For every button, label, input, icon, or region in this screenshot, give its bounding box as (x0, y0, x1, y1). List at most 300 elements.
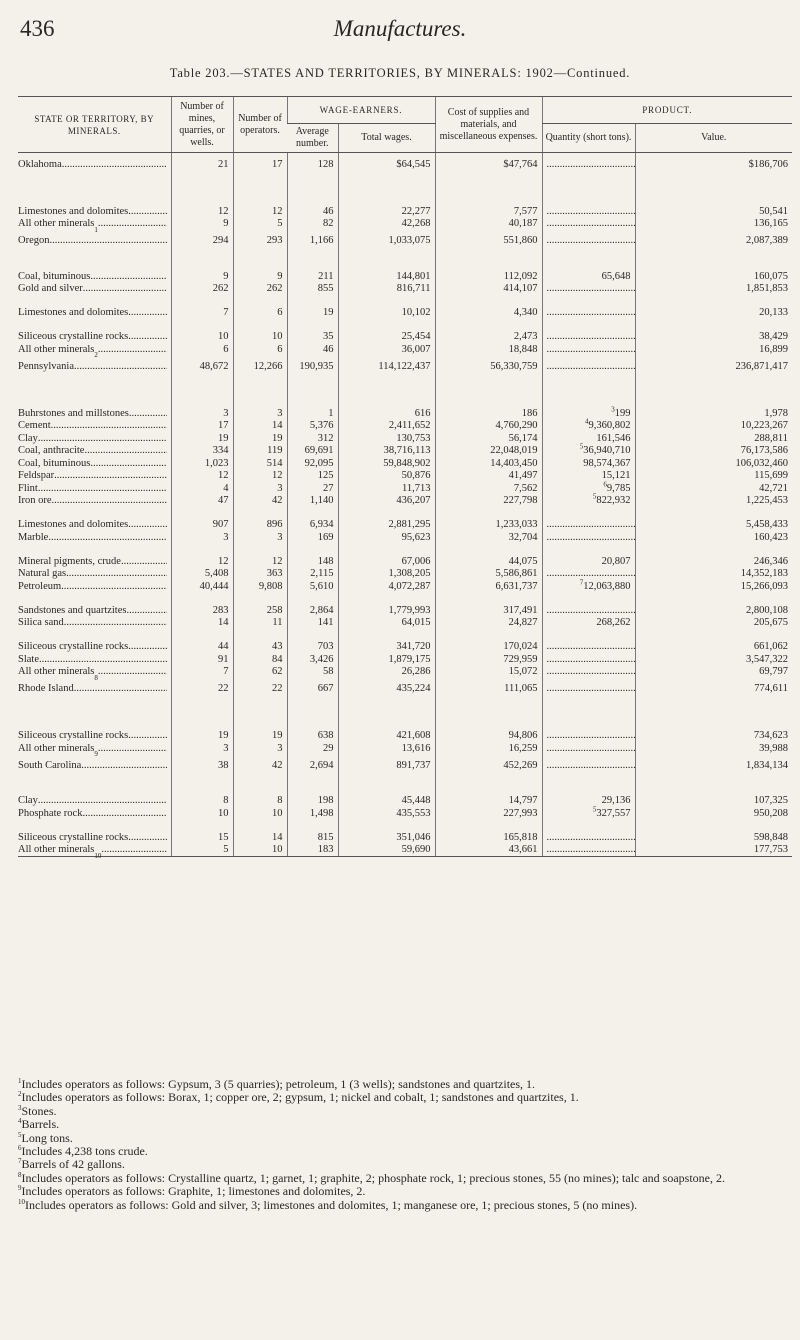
cell-value: 141 (317, 617, 334, 628)
total-wages-cell (338, 629, 435, 653)
cell-value: 262 (212, 283, 229, 294)
total-wages-cell (338, 295, 435, 319)
avg-wage-earners-cell (287, 543, 338, 567)
cell-value: 2,881,295 (388, 519, 431, 530)
cell-value: 19 (272, 730, 283, 741)
quantity-cell (542, 742, 635, 755)
cell-value: 76,173,586 (740, 445, 788, 456)
cell-value: 114,122,437 (378, 360, 431, 372)
cell-value: 3 (277, 742, 283, 754)
cell-value: 35 (323, 331, 334, 342)
cell-value: 41,497 (508, 470, 538, 481)
footnote-text: Includes operators as follows: Gold and silver, 3; limestones and dolomites, 1; manganese ore, 1; precious stones, 5 (no mines). (25, 1197, 638, 1212)
footnote (18, 1078, 788, 1091)
cell-value: 12 (272, 470, 283, 481)
cell-value: 64,015 (401, 617, 431, 628)
cell-value: 160,423 (753, 531, 788, 543)
cell-value: 327,557 (596, 807, 631, 819)
cell-value: 170,024 (503, 641, 538, 652)
quantity-cell (542, 507, 635, 531)
cell-value: 351,046 (396, 831, 431, 843)
cell-value: 29,136 (601, 795, 631, 806)
leader-dots (128, 332, 166, 343)
cell-value: 283 (212, 604, 229, 616)
cell-value: 12 (218, 470, 229, 481)
cell-value: 1,140 (309, 495, 334, 506)
mines-cell (171, 629, 233, 653)
cell-value: 822,932 (596, 495, 631, 506)
value-cell (635, 494, 792, 507)
cost-cell (435, 217, 542, 230)
mines-cell (171, 543, 233, 567)
cell-value: 227,993 (503, 807, 538, 819)
value-cell (635, 230, 792, 254)
mines-cell (171, 567, 233, 580)
value-cell (635, 819, 792, 843)
quantity-cell (542, 419, 635, 432)
cell-value: 1,779,993 (388, 604, 431, 616)
cell-value: 91 (218, 653, 229, 665)
row-label (18, 794, 171, 807)
cost-cell (435, 843, 542, 856)
avg-wage-earners-cell (287, 665, 338, 678)
row-label-text: Petroleum (18, 580, 62, 592)
total-wages-cell (338, 419, 435, 432)
cost-cell (435, 794, 542, 807)
minerals-table (18, 96, 792, 860)
total-wages-cell (338, 494, 435, 507)
cell-value: 177,753 (753, 844, 788, 855)
cell-value: 661,062 (753, 641, 788, 652)
footnote-number: 10 (18, 1197, 25, 1206)
mineral-row (18, 742, 792, 755)
row-label-text: Siliceous crystalline rocks (18, 641, 129, 652)
spacer-cell (435, 177, 542, 193)
cell-value: 1,225,453 (746, 495, 788, 506)
cell-value: 950,208 (753, 807, 788, 819)
quantity-cell (542, 653, 635, 666)
footnote-text: Barrels of 42 gallons. (21, 1157, 125, 1172)
avg-wage-earners-cell (287, 319, 338, 343)
cell-value: 341,720 (396, 641, 431, 652)
quantity-cell (542, 153, 635, 178)
quantity-cell (542, 494, 635, 507)
row-label (18, 469, 171, 482)
value-cell (635, 343, 792, 356)
quantity-cell (542, 295, 635, 319)
total-wages-cell (338, 665, 435, 678)
avg-wage-earners-cell (287, 567, 338, 580)
cell-value: 2,411,652 (388, 420, 431, 431)
row-label (18, 819, 171, 843)
avg-wage-earners-cell (287, 592, 338, 616)
mineral-row (18, 295, 792, 319)
cell-value: 294 (212, 235, 229, 247)
leader-dots (90, 272, 166, 283)
mineral-row (18, 319, 792, 343)
cell-value: 10 (218, 331, 229, 342)
mines-cell (171, 217, 233, 230)
row-label (18, 295, 171, 319)
spacer-cell (233, 254, 287, 270)
row-label: All other minerals 1 ..... (18, 217, 171, 230)
cell-value: 161,546 (596, 432, 631, 444)
cell-value: 46 (323, 343, 334, 355)
quantity-cell (542, 531, 635, 544)
avg-wage-earners-cell (287, 469, 338, 482)
row-label-text: Oregon (18, 235, 50, 247)
cell-value: 452,269 (503, 759, 538, 771)
cost-cell (435, 616, 542, 629)
cell-value: 7 (223, 666, 229, 677)
cell-value: 48,672 (199, 360, 229, 372)
footnote-number: 9 (18, 1184, 22, 1193)
row-label (18, 653, 171, 666)
cell-value: 59,690 (401, 844, 431, 855)
cell-value: 236,871,417 (735, 360, 788, 372)
footnote-number: 1 (18, 1077, 22, 1085)
mineral-row (18, 193, 792, 217)
cost-cell (435, 419, 542, 432)
cell-value: 211 (318, 270, 334, 282)
cell-value: 18,848 (508, 343, 538, 355)
header-operators: Number of operators. (233, 97, 287, 153)
spacer-cell (287, 177, 338, 193)
cell-value: 703 (317, 641, 334, 652)
operators-cell (233, 543, 287, 567)
operators-cell (233, 507, 287, 531)
cell-value: 5 (277, 218, 283, 229)
cell-value: 130,753 (396, 432, 431, 444)
footnote-text: Includes operators as follows: Graphite, 1; limestones and dolomites, 2. (21, 1184, 366, 1199)
spacer-cell (233, 379, 287, 395)
mines-cell (171, 153, 233, 178)
cell-value: 14,797 (508, 795, 538, 806)
avg-wage-earners-cell (287, 629, 338, 653)
operators-cell (233, 819, 287, 843)
total-wages-cell (338, 270, 435, 283)
row-label (18, 629, 171, 653)
spacer-row (18, 379, 792, 395)
total-wages-cell (338, 457, 435, 470)
avg-wage-earners-cell (287, 742, 338, 755)
row-label-text: All other minerals (18, 844, 95, 855)
spacer-cell (635, 379, 792, 395)
cell-value: 10 (272, 844, 283, 855)
leader-dots (129, 409, 167, 420)
cell-value: 729,959 (503, 653, 538, 665)
value-cell (635, 217, 792, 230)
cell-value: 92,095 (304, 457, 334, 469)
cell-value: 1,233,033 (495, 519, 538, 530)
cell-value: 44,075 (508, 555, 538, 567)
avg-wage-earners-cell (287, 419, 338, 432)
operators-cell (233, 355, 287, 379)
cell-value: 551,860 (503, 235, 538, 247)
mines-cell (171, 616, 233, 629)
cell-value: 17 (272, 158, 283, 170)
cell-value: 14 (218, 617, 229, 628)
leader-dots (81, 761, 166, 772)
operators-cell (233, 319, 287, 343)
spacer-cell (18, 254, 171, 270)
spacer-cell (171, 254, 233, 270)
cell-value: 3,426 (309, 653, 334, 665)
spacer-cell (635, 254, 792, 270)
value-cell (635, 444, 792, 457)
header-state: STATE OR TERRITORY, BY MINERALS. (18, 97, 171, 153)
row-label-text: Mineral pigments, crude (18, 555, 121, 567)
avg-wage-earners-cell (287, 230, 338, 254)
mines-cell (171, 843, 233, 856)
cell-value: 40,187 (508, 218, 538, 229)
header-quantity: Quantity (short tons). (542, 124, 635, 153)
row-label-text: Flint (18, 482, 38, 494)
spacer-cell (18, 778, 171, 794)
footnote (18, 1172, 788, 1185)
leader-dots (128, 308, 166, 319)
cell-value: 5 (223, 844, 229, 855)
row-label-text: Coal, anthracite (18, 445, 85, 456)
value-cell (635, 282, 792, 295)
cell-value: 896 (266, 519, 283, 530)
row-label-text: Siliceous crystalline rocks (18, 730, 129, 741)
quantity-cell (542, 678, 635, 702)
quantity-cell (542, 355, 635, 379)
cost-cell (435, 355, 542, 379)
operators-cell (233, 494, 287, 507)
mineral-row (18, 482, 792, 495)
leader-dots (121, 557, 167, 568)
value-cell (635, 457, 792, 470)
cell-value: 36,940,710 (583, 445, 631, 456)
cost-cell (435, 653, 542, 666)
mineral-row (18, 217, 792, 230)
value-cell (635, 592, 792, 616)
cell-value: 42,721 (759, 482, 788, 494)
footnote (18, 1199, 788, 1212)
value-cell (635, 843, 792, 856)
cell-value: 26,286 (401, 666, 431, 677)
cell-value: 907 (212, 519, 229, 530)
cost-cell (435, 444, 542, 457)
cost-cell (435, 592, 542, 616)
cell-value: 2,864 (309, 604, 334, 616)
leader-dots (128, 642, 166, 653)
leader-dots (38, 796, 167, 807)
quantity-cell (542, 592, 635, 616)
header-product: PRODUCT. (542, 97, 792, 124)
mineral-row (18, 580, 792, 593)
quantity-cell (542, 193, 635, 217)
cell-value: 435,553 (396, 807, 431, 819)
page-number: 436 (20, 16, 55, 41)
row-label-text: Limestones and dolomites (18, 519, 129, 530)
row-label: All other minerals 9 ..... (18, 742, 171, 755)
operators-cell (233, 794, 287, 807)
mineral-row (18, 432, 792, 445)
cost-cell (435, 819, 542, 843)
cell-value: 12 (272, 205, 283, 217)
operators-cell (233, 616, 287, 629)
mineral-row (18, 653, 792, 666)
spacer-cell (287, 254, 338, 270)
cell-value: 3 (277, 407, 283, 419)
operators-cell (233, 718, 287, 742)
footnote-text: Barrels. (21, 1117, 60, 1132)
value-cell (635, 482, 792, 495)
spacer-cell (233, 177, 287, 193)
cell-value: 199 (614, 407, 631, 419)
row-label (18, 592, 171, 616)
cell-value: 2,800,108 (746, 604, 788, 616)
total-wages-cell (338, 742, 435, 755)
total-wages-cell (338, 432, 435, 445)
row-label (18, 567, 171, 580)
avg-wage-earners-cell (287, 843, 338, 856)
mineral-row (18, 807, 792, 820)
leader-dots (98, 345, 167, 356)
mineral-row (18, 843, 792, 856)
value-cell (635, 432, 792, 445)
row-label (18, 419, 171, 432)
footnote-number: 7 (18, 1157, 22, 1166)
cell-value: 67,006 (401, 555, 431, 567)
row-label (18, 616, 171, 629)
cost-cell (435, 343, 542, 356)
cell-value: 38,429 (759, 331, 788, 342)
cell-value: 1,166 (309, 235, 334, 247)
total-wages-cell (338, 819, 435, 843)
cell-value: 10,223,267 (740, 420, 788, 431)
cell-value: 186 (521, 407, 538, 419)
avg-wage-earners-cell (287, 507, 338, 531)
leader-dots (98, 744, 167, 755)
mines-cell (171, 507, 233, 531)
cell-value: 15 (218, 831, 229, 843)
leader-dots (66, 569, 166, 580)
row-label (18, 153, 171, 178)
cell-value: 14,352,183 (740, 568, 788, 579)
cell-value: 4,072,287 (388, 580, 431, 592)
row-label-text: All other minerals (18, 218, 95, 229)
operators-cell (233, 482, 287, 495)
footnote (18, 1185, 788, 1198)
cell-value: 10,102 (401, 307, 431, 318)
cell-value: 2,694 (309, 759, 334, 771)
avg-wage-earners-cell (287, 678, 338, 702)
mineral-row (18, 629, 792, 653)
total-wages-cell (338, 718, 435, 742)
cost-cell (435, 742, 542, 755)
cell-value: 14 (272, 831, 283, 843)
cell-value: 734,623 (753, 730, 788, 741)
cell-value: 42 (272, 759, 283, 771)
mineral-row (18, 270, 792, 283)
spacer-cell (635, 702, 792, 718)
row-label (18, 543, 171, 567)
mineral-row (18, 531, 792, 544)
row-label: All other minerals 8 ..... (18, 665, 171, 678)
cell-value: 84 (272, 653, 283, 665)
operators-cell (233, 843, 287, 856)
spacer-cell (18, 379, 171, 395)
quantity-cell (542, 217, 635, 230)
cell-value: 815 (317, 831, 334, 843)
row-label-text: Silica sand (18, 617, 64, 628)
cell-value: $186,706 (748, 158, 788, 170)
operators-cell (233, 592, 287, 616)
row-label (18, 193, 171, 217)
cell-value: 39,988 (759, 742, 788, 754)
footnote-ref: 5 (592, 805, 597, 813)
mines-cell (171, 282, 233, 295)
quantity-cell (542, 567, 635, 580)
cell-value: 183 (317, 844, 334, 855)
row-label (18, 718, 171, 742)
cell-value: 1,879,175 (388, 653, 431, 665)
cell-value: 144,801 (396, 270, 431, 282)
quantity-cell (542, 843, 635, 856)
cell-value: 5,610 (309, 580, 334, 592)
cell-value: 10 (272, 807, 283, 819)
operators-cell (233, 419, 287, 432)
mines-cell (171, 230, 233, 254)
footnote-text: Includes operators as follows: Gypsum, 3 (5 quarries); petroleum, 1 (3 wells); sandstones and quartzites, 1. (21, 1077, 536, 1091)
mineral-row (18, 718, 792, 742)
cell-value: 2,115 (310, 568, 334, 579)
cell-value: 24,827 (508, 617, 538, 628)
mines-cell (171, 653, 233, 666)
cell-value: 43,661 (508, 844, 538, 855)
mineral-row (18, 794, 792, 807)
avg-wage-earners-cell (287, 355, 338, 379)
row-label-text: Marble (18, 531, 49, 543)
row-label-text: Cement (18, 420, 51, 431)
total-wages-cell (338, 616, 435, 629)
cell-value: 598,848 (753, 831, 788, 843)
cell-value: 19 (218, 730, 229, 741)
value-cell (635, 319, 792, 343)
value-cell (635, 718, 792, 742)
cell-value: 17 (218, 420, 229, 431)
cell-value: $47,764 (503, 158, 538, 170)
cell-value: 774,611 (754, 683, 788, 695)
cell-value: 7,577 (513, 205, 538, 217)
spacer-cell (542, 254, 635, 270)
cell-value: 20,807 (601, 555, 631, 567)
cell-value: 3 (223, 407, 229, 419)
cell-value: 317,491 (503, 604, 538, 616)
total-wages-cell (338, 580, 435, 593)
value-cell (635, 665, 792, 678)
row-label-text: Iron ore (18, 495, 52, 506)
avg-wage-earners-cell (287, 270, 338, 283)
total-wages-cell (338, 592, 435, 616)
row-label-text: Siliceous crystalline rocks (18, 831, 129, 843)
footnote-number: 6 (18, 1144, 22, 1153)
operators-cell (233, 295, 287, 319)
value-cell (635, 580, 792, 593)
cell-value: 19 (323, 307, 334, 318)
cell-value: 148 (317, 555, 334, 567)
cell-value: 112,092 (503, 270, 538, 282)
row-label-text: Gold and silver (18, 283, 83, 294)
leader-dots (98, 667, 167, 678)
cost-cell (435, 629, 542, 653)
header-wage-earners: WAGE-EARNERS. (287, 97, 435, 124)
leader-dots (51, 421, 167, 432)
